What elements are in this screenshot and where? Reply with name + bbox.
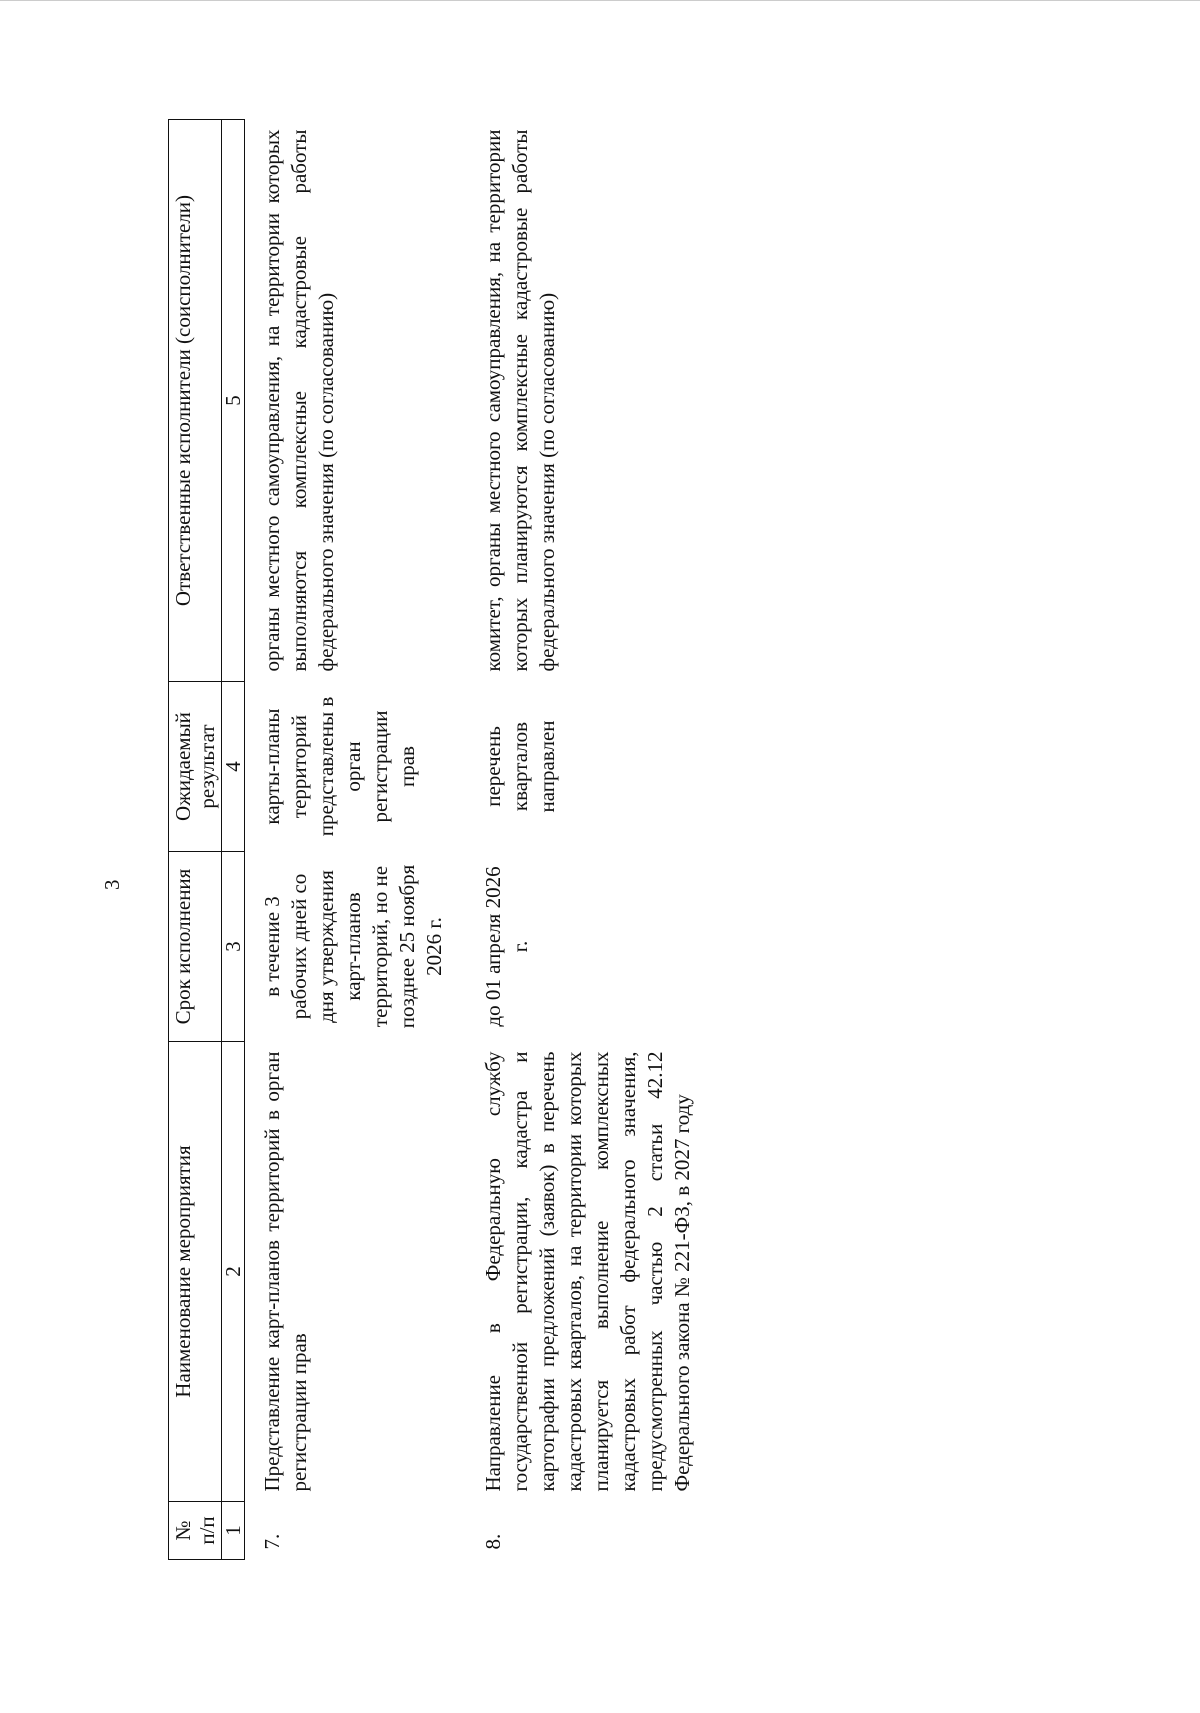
table-row xyxy=(450,120,698,1560)
measure-name: Направление в Федеральную службу государственной регистрации, кадастра и картографии предложений (заявок) в перечень кадастровых кварталов, на территории которых планируется выполнение комплексных кадастровых работ федерального значения, предусмотренных частью 2 статьи 42.12 Федерального закона № 221-ФЗ, в 2027 году xyxy=(481,1051,694,1492)
column-number: 4 xyxy=(222,682,245,852)
header-name: Наименование мероприятия xyxy=(169,1042,222,1502)
header-number: № п/п xyxy=(169,1502,222,1560)
table-header-row xyxy=(169,120,222,1560)
column-number: 3 xyxy=(222,852,245,1042)
row-number: 7. xyxy=(260,1533,284,1550)
deadline: до 01 апреля 2026 г. xyxy=(481,866,532,1027)
expected-result: карты-планы территорий представлены в орган регистрации прав xyxy=(260,696,419,837)
responsible: органы местного самоуправления, на территории которых выполняются комплексные кадастровые работы федерального значения (по согласованию) xyxy=(260,129,338,672)
column-number-row xyxy=(222,120,245,1560)
column-number: 1 xyxy=(222,1502,245,1560)
table-row xyxy=(245,120,451,1560)
header-deadline: Срок исполнения xyxy=(169,852,222,1042)
expected-result: перечень кварталов направлен xyxy=(481,720,559,813)
header-responsible: Ответственные исполнители (соисполнители) xyxy=(169,120,222,682)
page-number: 3 xyxy=(100,879,124,890)
responsible: комитет, органы местного самоуправления, на территории которых планируются комплексные кадастровые работы федерального значения (по согласованию) xyxy=(481,129,559,672)
scan-edge xyxy=(0,0,1200,1)
measure-name: Представление карт-планов территорий в орган регистрации прав xyxy=(260,1051,311,1492)
measures-table xyxy=(168,119,698,1560)
column-number: 5 xyxy=(222,120,245,682)
deadline: в течение 3 рабочих дней со дня утверждения карт-планов территорий, но не позднее 25 ноября 2026 г. xyxy=(260,864,446,1029)
column-number: 2 xyxy=(222,1042,245,1502)
row-number: 8. xyxy=(481,1533,505,1550)
header-result: Ожидаемый результат xyxy=(169,682,222,852)
